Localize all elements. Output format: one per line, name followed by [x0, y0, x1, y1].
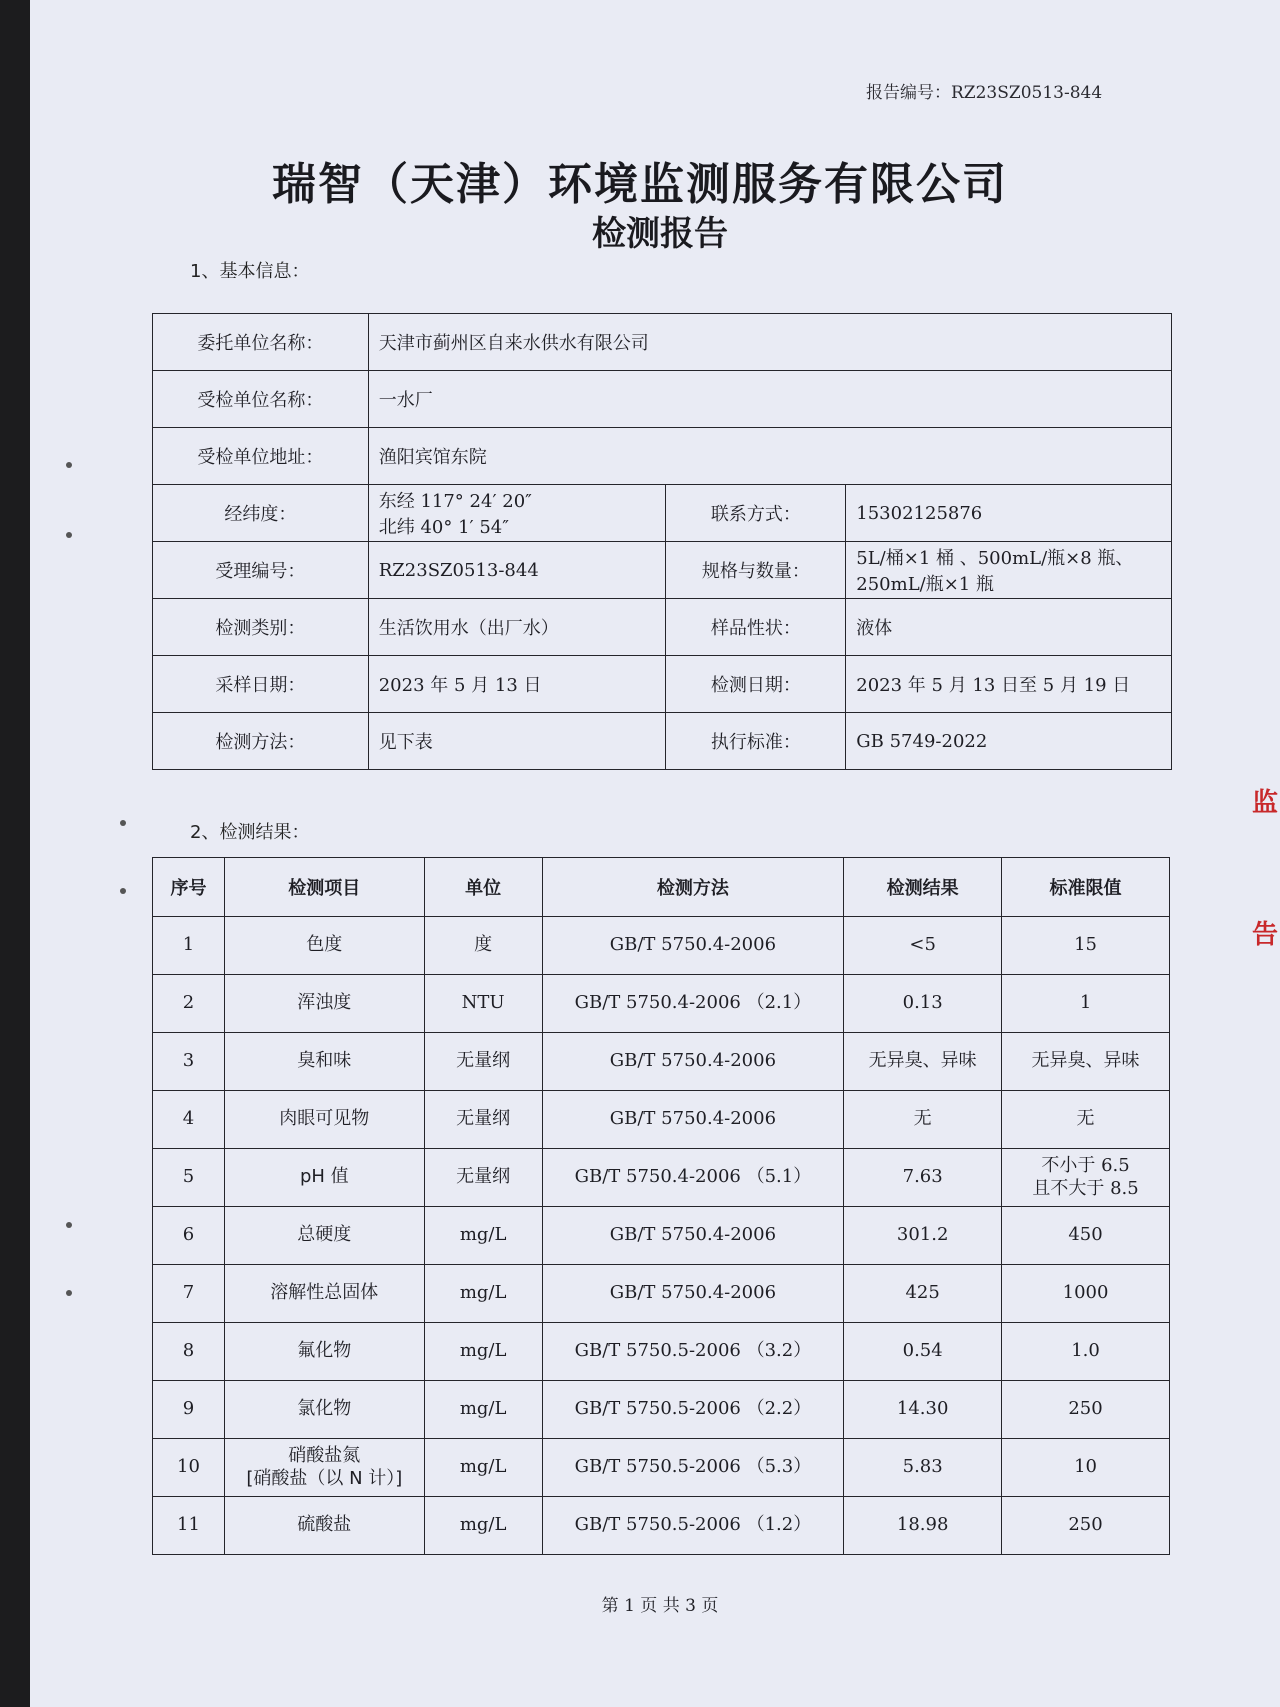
nature-label: 样品性状：: [666, 599, 846, 656]
inspected-label: 受检单位名称：: [153, 371, 369, 428]
sample-date-label: 采样日期：: [153, 656, 369, 713]
results-body: [153, 917, 1170, 1555]
row-limit: 1000: [1002, 1265, 1170, 1323]
spec-line-1: 5L/桶×1 桶 、500mL/瓶×8 瓶、: [856, 548, 1134, 569]
table-row: [153, 1381, 1170, 1439]
row-result: 18.98: [844, 1497, 1002, 1555]
table-row: [153, 1149, 1170, 1207]
row-method: GB/T 5750.5-2006 （5.3）: [542, 1439, 844, 1497]
report-number: 报告编号：RZ23SZ0513-844: [866, 83, 1103, 103]
row-item: 色度: [224, 917, 424, 975]
address-value: 渔阳宾馆东院: [368, 428, 1171, 485]
client-label: 委托单位名称：: [153, 314, 369, 371]
row-method: GB/T 5750.4-2006 （2.1）: [542, 975, 844, 1033]
row-result: 0.13: [844, 975, 1002, 1033]
col-header-result: 检测结果: [844, 858, 1002, 917]
document-title: 检测报告: [592, 214, 728, 254]
row-limit: 1.0: [1002, 1323, 1170, 1381]
punch-mark: [66, 1290, 72, 1296]
standard-label: 执行标准：: [666, 713, 846, 770]
seal-char: 监: [1252, 788, 1279, 818]
row-index: 11: [153, 1497, 225, 1555]
table-row: [153, 1033, 1170, 1091]
col-header-item: 检测项目: [224, 858, 424, 917]
basic-info-heading: 1、基本信息：: [190, 261, 310, 282]
table-row: [153, 975, 1170, 1033]
sample-date-value: 2023 年 5 月 13 日: [368, 656, 666, 713]
info-row-category: [153, 599, 1172, 656]
row-item: 溶解性总固体: [224, 1265, 424, 1323]
table-row: [153, 1439, 1170, 1497]
test-date-value: 2023 年 5 月 13 日至 5 月 19 日: [846, 656, 1172, 713]
row-limit: 无: [1002, 1091, 1170, 1149]
standard-value: GB 5749-2022: [846, 713, 1172, 770]
row-unit: 度: [424, 917, 542, 975]
row-limit: 250: [1002, 1381, 1170, 1439]
row-item: 浑浊度: [224, 975, 424, 1033]
row-method: GB/T 5750.4-2006: [542, 1265, 844, 1323]
table-row: [153, 1497, 1170, 1555]
row-method: GB/T 5750.5-2006 （2.2）: [542, 1381, 844, 1439]
row-unit: mg/L: [424, 1381, 542, 1439]
coord-value: [368, 485, 666, 542]
col-header-limit: 标准限值: [1002, 858, 1170, 917]
info-row-client: [153, 314, 1172, 371]
results-heading: 2、检测结果：: [190, 822, 310, 843]
seal-stamp: [1252, 770, 1280, 1000]
seal-char: 告: [1252, 920, 1279, 950]
row-result: 425: [844, 1265, 1002, 1323]
row-item: 硫酸盐: [224, 1497, 424, 1555]
row-item: 硝酸盐氮 [硝酸盐（以 N 计）]: [224, 1439, 424, 1497]
row-index: 7: [153, 1265, 225, 1323]
row-index: 1: [153, 917, 225, 975]
table-row: [153, 1323, 1170, 1381]
row-limit: 250: [1002, 1497, 1170, 1555]
table-row: [153, 917, 1170, 975]
row-unit: 无量纲: [424, 1149, 542, 1207]
address-label: 受检单位地址：: [153, 428, 369, 485]
table-row: [153, 1091, 1170, 1149]
punch-mark: [120, 888, 126, 894]
spec-value: [846, 542, 1172, 599]
table-row: [153, 1207, 1170, 1265]
coord-lat: 北纬 40° 1′ 54″: [378, 517, 509, 538]
row-item: 氟化物: [224, 1323, 424, 1381]
row-item: 臭和味: [224, 1033, 424, 1091]
row-result: 无异臭、异味: [844, 1033, 1002, 1091]
row-unit: mg/L: [424, 1207, 542, 1265]
info-row-coordinates: [153, 485, 1172, 542]
row-result: 0.54: [844, 1323, 1002, 1381]
row-item: 氯化物: [224, 1381, 424, 1439]
row-result: 无: [844, 1091, 1002, 1149]
nature-value: 液体: [846, 599, 1172, 656]
row-index: 6: [153, 1207, 225, 1265]
row-index: 8: [153, 1323, 225, 1381]
row-item: 肉眼可见物: [224, 1091, 424, 1149]
coord-lng: 东经 117° 24′ 20″: [378, 491, 532, 512]
row-item: 总硬度: [224, 1207, 424, 1265]
contact-value: 15302125876: [846, 485, 1172, 542]
col-header-index: 序号: [153, 858, 225, 917]
basic-info-table: [152, 313, 1172, 770]
client-value: 天津市蓟州区自来水供水有限公司: [368, 314, 1171, 371]
row-limit: 450: [1002, 1207, 1170, 1265]
row-index: 4: [153, 1091, 225, 1149]
row-unit: 无量纲: [424, 1033, 542, 1091]
info-row-accept: [153, 542, 1172, 599]
row-limit: 15: [1002, 917, 1170, 975]
page-number: 第 1 页 共 3 页: [601, 1596, 719, 1616]
row-result: 14.30: [844, 1381, 1002, 1439]
row-limit: 1: [1002, 975, 1170, 1033]
punch-mark: [66, 532, 72, 538]
row-method: GB/T 5750.4-2006 （5.1）: [542, 1149, 844, 1207]
row-unit: mg/L: [424, 1265, 542, 1323]
row-index: 3: [153, 1033, 225, 1091]
spec-label: 规格与数量：: [666, 542, 846, 599]
method-label: 检测方法：: [153, 713, 369, 770]
punch-mark: [120, 820, 126, 826]
category-label: 检测类别：: [153, 599, 369, 656]
row-unit: 无量纲: [424, 1091, 542, 1149]
row-result: 5.83: [844, 1439, 1002, 1497]
row-unit: mg/L: [424, 1439, 542, 1497]
method-value: 见下表: [368, 713, 666, 770]
col-header-unit: 单位: [424, 858, 542, 917]
info-row-address: [153, 428, 1172, 485]
punch-mark: [66, 462, 72, 468]
coord-label: 经纬度：: [153, 485, 369, 542]
row-limit: 不小于 6.5 且不大于 8.5: [1002, 1149, 1170, 1207]
info-row-method: [153, 713, 1172, 770]
punch-mark: [66, 1222, 72, 1228]
row-method: GB/T 5750.5-2006 （1.2）: [542, 1497, 844, 1555]
col-header-method: 检测方法: [542, 858, 844, 917]
row-item: pH 值: [224, 1149, 424, 1207]
accept-no-label: 受理编号：: [153, 542, 369, 599]
row-index: 5: [153, 1149, 225, 1207]
row-limit: 无异臭、异味: [1002, 1033, 1170, 1091]
row-method: GB/T 5750.4-2006: [542, 917, 844, 975]
results-table: [152, 857, 1170, 1555]
row-result: 301.2: [844, 1207, 1002, 1265]
results-header-row: [153, 858, 1170, 917]
table-row: [153, 1265, 1170, 1323]
info-row-inspected: [153, 371, 1172, 428]
row-method: GB/T 5750.5-2006 （3.2）: [542, 1323, 844, 1381]
row-limit: 10: [1002, 1439, 1170, 1497]
row-unit: mg/L: [424, 1323, 542, 1381]
contact-label: 联系方式：: [666, 485, 846, 542]
row-index: 9: [153, 1381, 225, 1439]
row-unit: mg/L: [424, 1497, 542, 1555]
row-index: 10: [153, 1439, 225, 1497]
row-method: GB/T 5750.4-2006: [542, 1091, 844, 1149]
test-date-label: 检测日期：: [666, 656, 846, 713]
inspected-value: 一水厂: [368, 371, 1171, 428]
spec-line-2: 250mL/瓶×1 瓶: [856, 574, 994, 595]
company-name: 瑞智（天津）环境监测服务有限公司: [272, 159, 1008, 210]
category-value: 生活饮用水（出厂水）: [368, 599, 666, 656]
accept-no-value: RZ23SZ0513-844: [368, 542, 666, 599]
row-unit: NTU: [424, 975, 542, 1033]
seal-char-blank: [1252, 836, 1280, 902]
row-result: 7.63: [844, 1149, 1002, 1207]
row-index: 2: [153, 975, 225, 1033]
row-result: <5: [844, 917, 1002, 975]
row-method: GB/T 5750.4-2006: [542, 1207, 844, 1265]
info-row-dates: [153, 656, 1172, 713]
row-method: GB/T 5750.4-2006: [542, 1033, 844, 1091]
